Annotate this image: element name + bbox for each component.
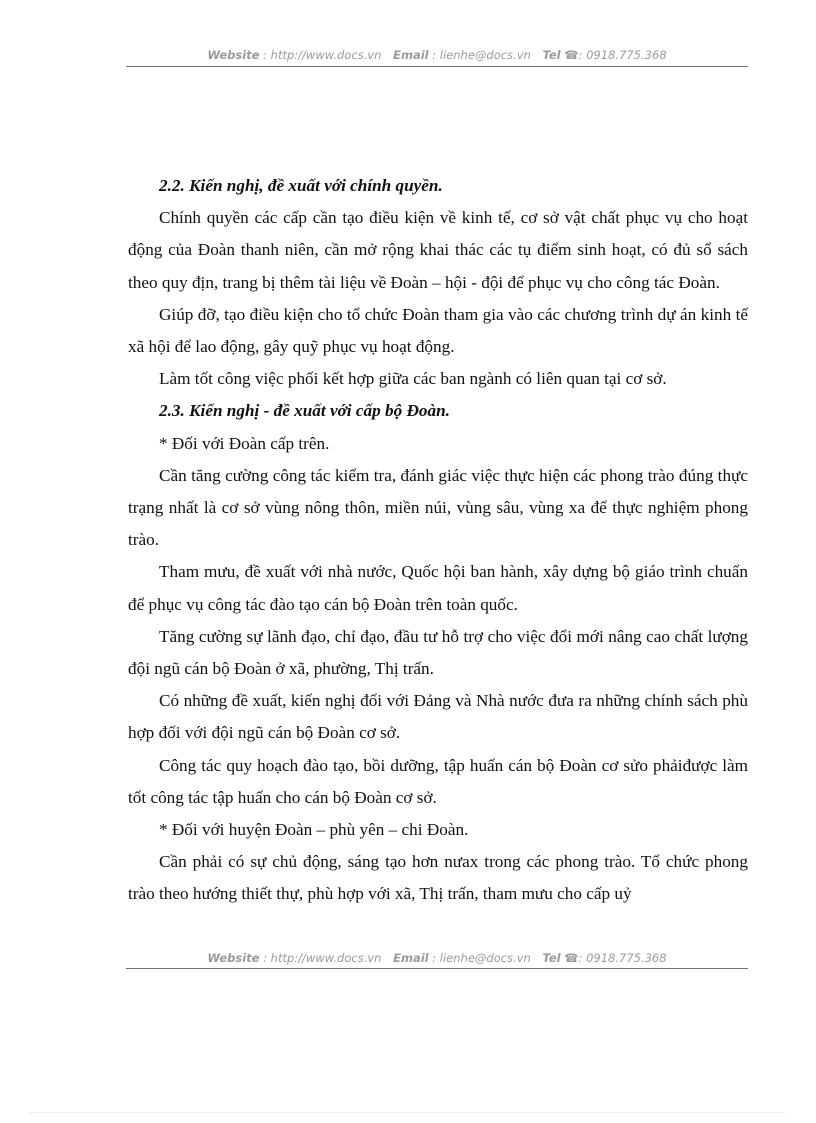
- page-header: [126, 48, 748, 62]
- email-label: Email: [393, 48, 429, 62]
- tel-label: Tel: [542, 48, 561, 62]
- paragraph: Tham mưu, đề xuất với nhà nước, Quốc hội ban hành, xây dựng bộ giáo trình chuẩn để phục vụ công tác đào tạo cán bộ Đoàn trên toàn quốc.: [128, 562, 748, 614]
- header-rule: [126, 66, 748, 67]
- section-heading-2-3: 2.3. Kiến nghị - đề xuất với cấp bộ Đoàn.: [159, 401, 450, 421]
- email-link[interactable]: : lienhe@docs.vn: [432, 48, 531, 62]
- website-label: Website: [207, 48, 260, 62]
- document-body: [128, 170, 748, 911]
- paragraph: Giúp đỡ, tạo điều kiện cho tổ chức Đoàn tham gia vào các chương trình dự án kinh tế xã hội để lao động, gây quỹ phục vụ hoạt động.: [128, 304, 748, 357]
- paragraph: Làm tốt công việc phối kết hợp giữa các ban ngành có liên quan tại cơ sở.: [159, 369, 667, 389]
- paragraph: Có những đề xuất, kiến nghị đối với Đảng và Nhà nước đưa ra những chính sách phù hợp đối với đội ngũ cán bộ Đoàn cơ sở.: [128, 691, 748, 743]
- footer-rule: [126, 968, 748, 969]
- tel-value: ☎: 0918.775.368: [564, 48, 667, 62]
- footer-tel-label: Tel: [542, 951, 561, 965]
- footer-email-link[interactable]: : lienhe@docs.vn: [432, 951, 531, 965]
- paragraph: * Đối với Đoàn cấp trên.: [159, 433, 330, 453]
- paragraph: Cần tăng cường công tác kiểm tra, đánh giác việc thực hiện các phong trào đúng thực trạng nhất là cơ sở vùng nông thôn, miền núi, vùng sâu, vùng xa để thực nghiệm phong trào.: [128, 465, 748, 550]
- paragraph: * Đối với huyện Đoàn – phù yên – chi Đoàn.: [159, 820, 469, 840]
- footer-tel-value: ☎: 0918.775.368: [564, 951, 667, 965]
- paragraph: Công tác quy hoạch đào tạo, bồi dưỡng, tập huấn cán bộ Đoàn cơ sửo phảiđược làm tốt công tác tập huấn cho cán bộ Đoàn cơ sở.: [128, 755, 748, 807]
- paragraph: Cần phải có sự chủ động, sáng tạo hơn nưax trong các phong trào. Tổ chức phong trào theo hướng thiết thự, phù hợp với xã, Thị trấn, tham mưu cho cấp uỷ: [128, 852, 748, 904]
- footer-website-label: Website: [207, 951, 260, 965]
- footer-website-link[interactable]: : http://www.docs.vn: [263, 951, 382, 965]
- website-link[interactable]: : http://www.docs.vn: [263, 48, 382, 62]
- paragraph: Chính quyền các cấp cần tạo điều kiện về kinh tế, cơ sở vật chất phục vụ cho hoạt động của Đoàn thanh niên, cần mở rộng khai thác các tụ điểm sinh hoạt, có đủ sổ sách theo quy địn, trang bị thêm tài liệu về Đoàn – hội - đội để phục vụ cho công tác Đoàn.: [128, 208, 748, 292]
- page-bottom-divider: [30, 1112, 786, 1113]
- section-heading-2-2: 2.2. Kiến nghị, đề xuất với chính quyền.: [159, 176, 443, 195]
- paragraph: Tăng cường sự lãnh đạo, chỉ đạo, đầu tư hỗ trợ cho việc đổi mới nâng cao chất lượng đội ngũ cán bộ Đoàn ở xã, phường, Thị trấn.: [128, 626, 748, 679]
- footer-email-label: Email: [393, 951, 429, 965]
- page-footer: [126, 951, 748, 965]
